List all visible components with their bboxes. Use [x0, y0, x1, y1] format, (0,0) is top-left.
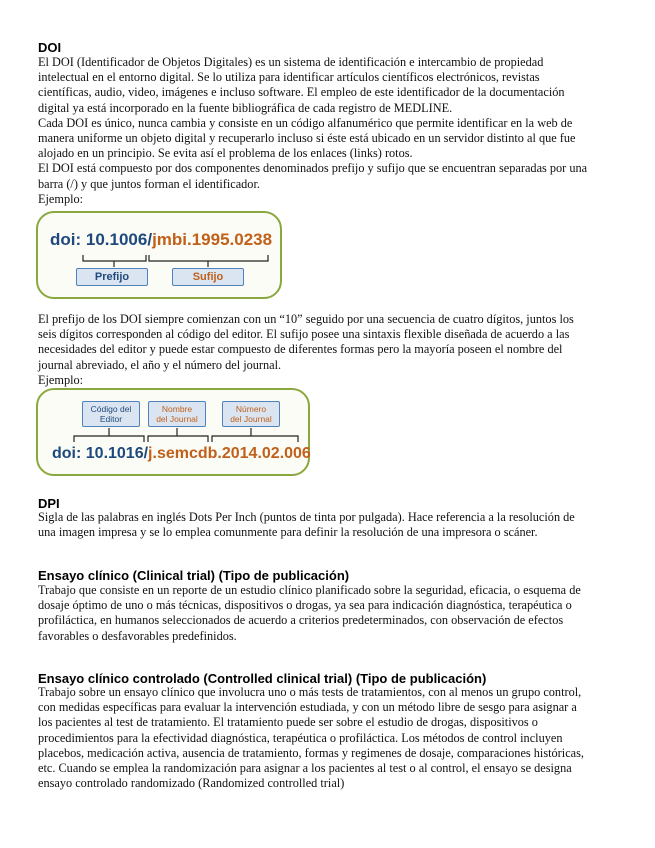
- doi-example-2-text: [52, 445, 311, 463]
- journal-number-label: Número del Journal: [222, 401, 280, 427]
- doi-paragraph-1: El DOI (Identificador de Objetos Digitales) es un sistema de identificación e intercambio de propiedad intelectual en el entorno digital. Se lo utiliza para identificar artículos científicos electrónicos, revistas científicas, audio, video, imágenes e incluso software. El empleo de este identificador de la documentación digital ya está incorporado en la fuente bibliográfica de cada registro de MEDLINE. Cada DOI es único, nunca cambia y consiste en un código alfanumérico que permite identificar en la web de manera uniforme un objeto digital y recuperarlo incluso si éste está ubicado en un servidor distinto al que fue alojado en un principio. Se evita así el problema de los enlaces (links) rotos. El DOI está compuesto por dos componentes denominados prefijo y sufijo que se encuentran separadas por una barra (/) y que juntos forman el identificador. Ejemplo:: [38, 55, 588, 206]
- prefix-label: Prefijo: [76, 268, 148, 286]
- clinical-trial-paragraph: Trabajo que consiste en un reporte de un estudio clínico planificado sobre la seguridad, eficacia, o esquema de dosaje óptimo de uno o más técnicas, dispositivos o drogas, ya sea para indicación diagnóstica, terapéutica o profiláctica, en humanos seleccionados de acuerdo a criterios predeterminados, con observación de efectos favorables o desfavorables predefinidos.: [38, 583, 581, 643]
- controlled-trial-paragraph: Trabajo sobre un ensayo clínico que involucra uno o más tests de tratamientos, con al menos un grupo control, con medidas específicas para evaluar la intervención estudiada, y con un método libre de sesgo para asignar a los pacientes al test de tratamiento. El tratamiento puede ser sobre el estudio de drogas, dispositivos o procedimientos para la efectividad diagnóstica, terapéutica o profiláctica. Los métodos de control incluyen placebos, medicación activa, ausencia de tratamiento, formas y regimenes de dosaje, comparaciones históricas, etc. Cuando se emplea la randomización para asignar a los pacientes al test o al control, el ensayo se designa ensayo controlado randomizado (Randomized controlled trial): [38, 685, 584, 791]
- clinical-trial-heading: Ensayo clínico (Clinical trial) (Tipo de publicación): [38, 568, 350, 583]
- dpi-heading: DPI: [38, 496, 60, 511]
- doi-paragraph-2: El prefijo de los DOI siempre comienzan con un “10” seguido por una secuencia de cuatro dígitos, juntos los seis dígitos corresponden al código del editor. El sufijo posee una sintaxis flexible diseñada de acuerdo a las necesidades del editor y puede estar compuesto de diferentes formas pero la mayoría poseen el nombre del journal abreviado, el año y el número del journal. Ejemplo:: [38, 312, 574, 387]
- doi-example-1-brackets: [36, 211, 282, 299]
- journal-name-label: Nombre del Journal: [148, 401, 206, 427]
- doi-example-2-figure: [36, 388, 310, 476]
- doi-example-1-figure: [36, 211, 282, 299]
- doi-heading: DOI: [38, 40, 62, 55]
- controlled-trial-heading: Ensayo clínico controlado (Controlled clinical trial) (Tipo de publicación): [38, 671, 487, 686]
- doi-example-1-suffix: jmbi.1995.0238: [152, 230, 273, 249]
- suffix-label: Sufijo: [172, 268, 244, 286]
- doi-example-2-suffix: j.semcdb.2014.02.006: [148, 445, 311, 462]
- editor-code-label: Código del Editor: [82, 401, 140, 427]
- doi-example-1-prefix: doi: 10.1006/: [50, 230, 153, 249]
- doi-example-2-prefix: doi: 10.1016/: [52, 445, 149, 462]
- dpi-paragraph: Sigla de las palabras en inglés Dots Per Inch (puntos de tinta por pulgada). Hace referencia a la resolución de una imagen impresa y se lo emplea comunmente para definir la resolución de una impresora o scáner.: [38, 510, 575, 540]
